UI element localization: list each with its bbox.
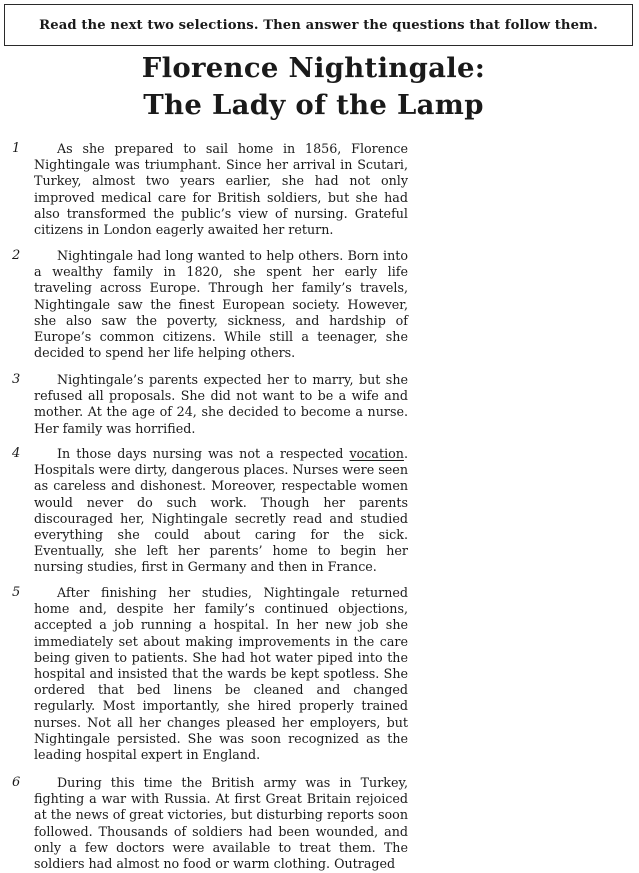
paragraph-1: As she prepared to sail home in 1856, Florence Nightingale was triumphant. Since her arrival in Scutari, Turkey, almost two years earlier, she had not only improved medical care for British soldiers, but she had also transformed the public’s view of nursing. Grateful citizens in London eagerly awaited her return. [34,141,408,238]
title-line-1: Florence Nightingale: [141,52,486,84]
paragraph-number-2: 2 [12,248,21,263]
paragraph-3: Nightingale’s parents expected her to marry, but she refused all proposals. She did not want to be a wife and mother. At the age of 24, she decided to become a nurse. Her family was horrified. [34,372,408,436]
paragraph-4-text-start: In those days nursing was not a respected [57,446,350,461]
instructions-box [4,4,633,46]
article-title [0,50,627,124]
paragraph-number-6: 6 [12,775,21,790]
paragraph-6: During this time the British army was in Turkey, fighting a war with Russia. At first Great Britain rejoiced at the news of great victories, but disturbing reports soon followed. Thousands of soldiers had been wounded, and only a few doctors were available to treat them. The soldiers had almost no food or warm clothing. Outraged [34,775,408,872]
paragraph-4-text-end: . Hospitals were dirty, dangerous places. Nurses were seen as careless and dishonest. Moreover, respectable women would never do such work. Though her parents discouraged her, Nightingale secretly read and studied everything she could about caring for the sick. Eventually, she left her parents’ home to begin her nursing studies, first in Germany and then in France. [34,446,408,575]
paragraph-number-3: 3 [12,372,21,387]
paragraph-number-1: 1 [12,141,21,156]
title-line-2: The Lady of the Lamp [143,89,484,121]
paragraph-4 [34,446,408,576]
paragraph-2: Nightingale had long wanted to help others. Born into a wealthy family in 1820, she spent her early life traveling across Europe. Through her family’s travels, Nightingale saw the finest European society. However, she also saw the poverty, sickness, and hardship of Europe’s common citizens. While still a teenager, she decided to spend her life helping others. [34,248,408,361]
paragraph-5: After finishing her studies, Nightingale returned home and, despite her family’s continued objections, accepted a job running a hospital. In her new job she immediately set about making improvements in the care being given to patients. She had hot water piped into the hospital and insisted that the wards be kept spotless. She ordered that bed linens be cleaned and changed regularly. Most importantly, she hired properly trained nurses. Not all her changes pleased her employers, but Nightingale persisted. She was soon recognized as the leading hospital expert in England. [34,585,408,763]
paragraph-number-5: 5 [12,585,21,600]
vocabulary-word-vocation: vocation [349,446,404,461]
paragraph-number-4: 4 [12,446,21,461]
instructions-text: Read the next two selections. Then answer the questions that follow them. [39,17,598,33]
